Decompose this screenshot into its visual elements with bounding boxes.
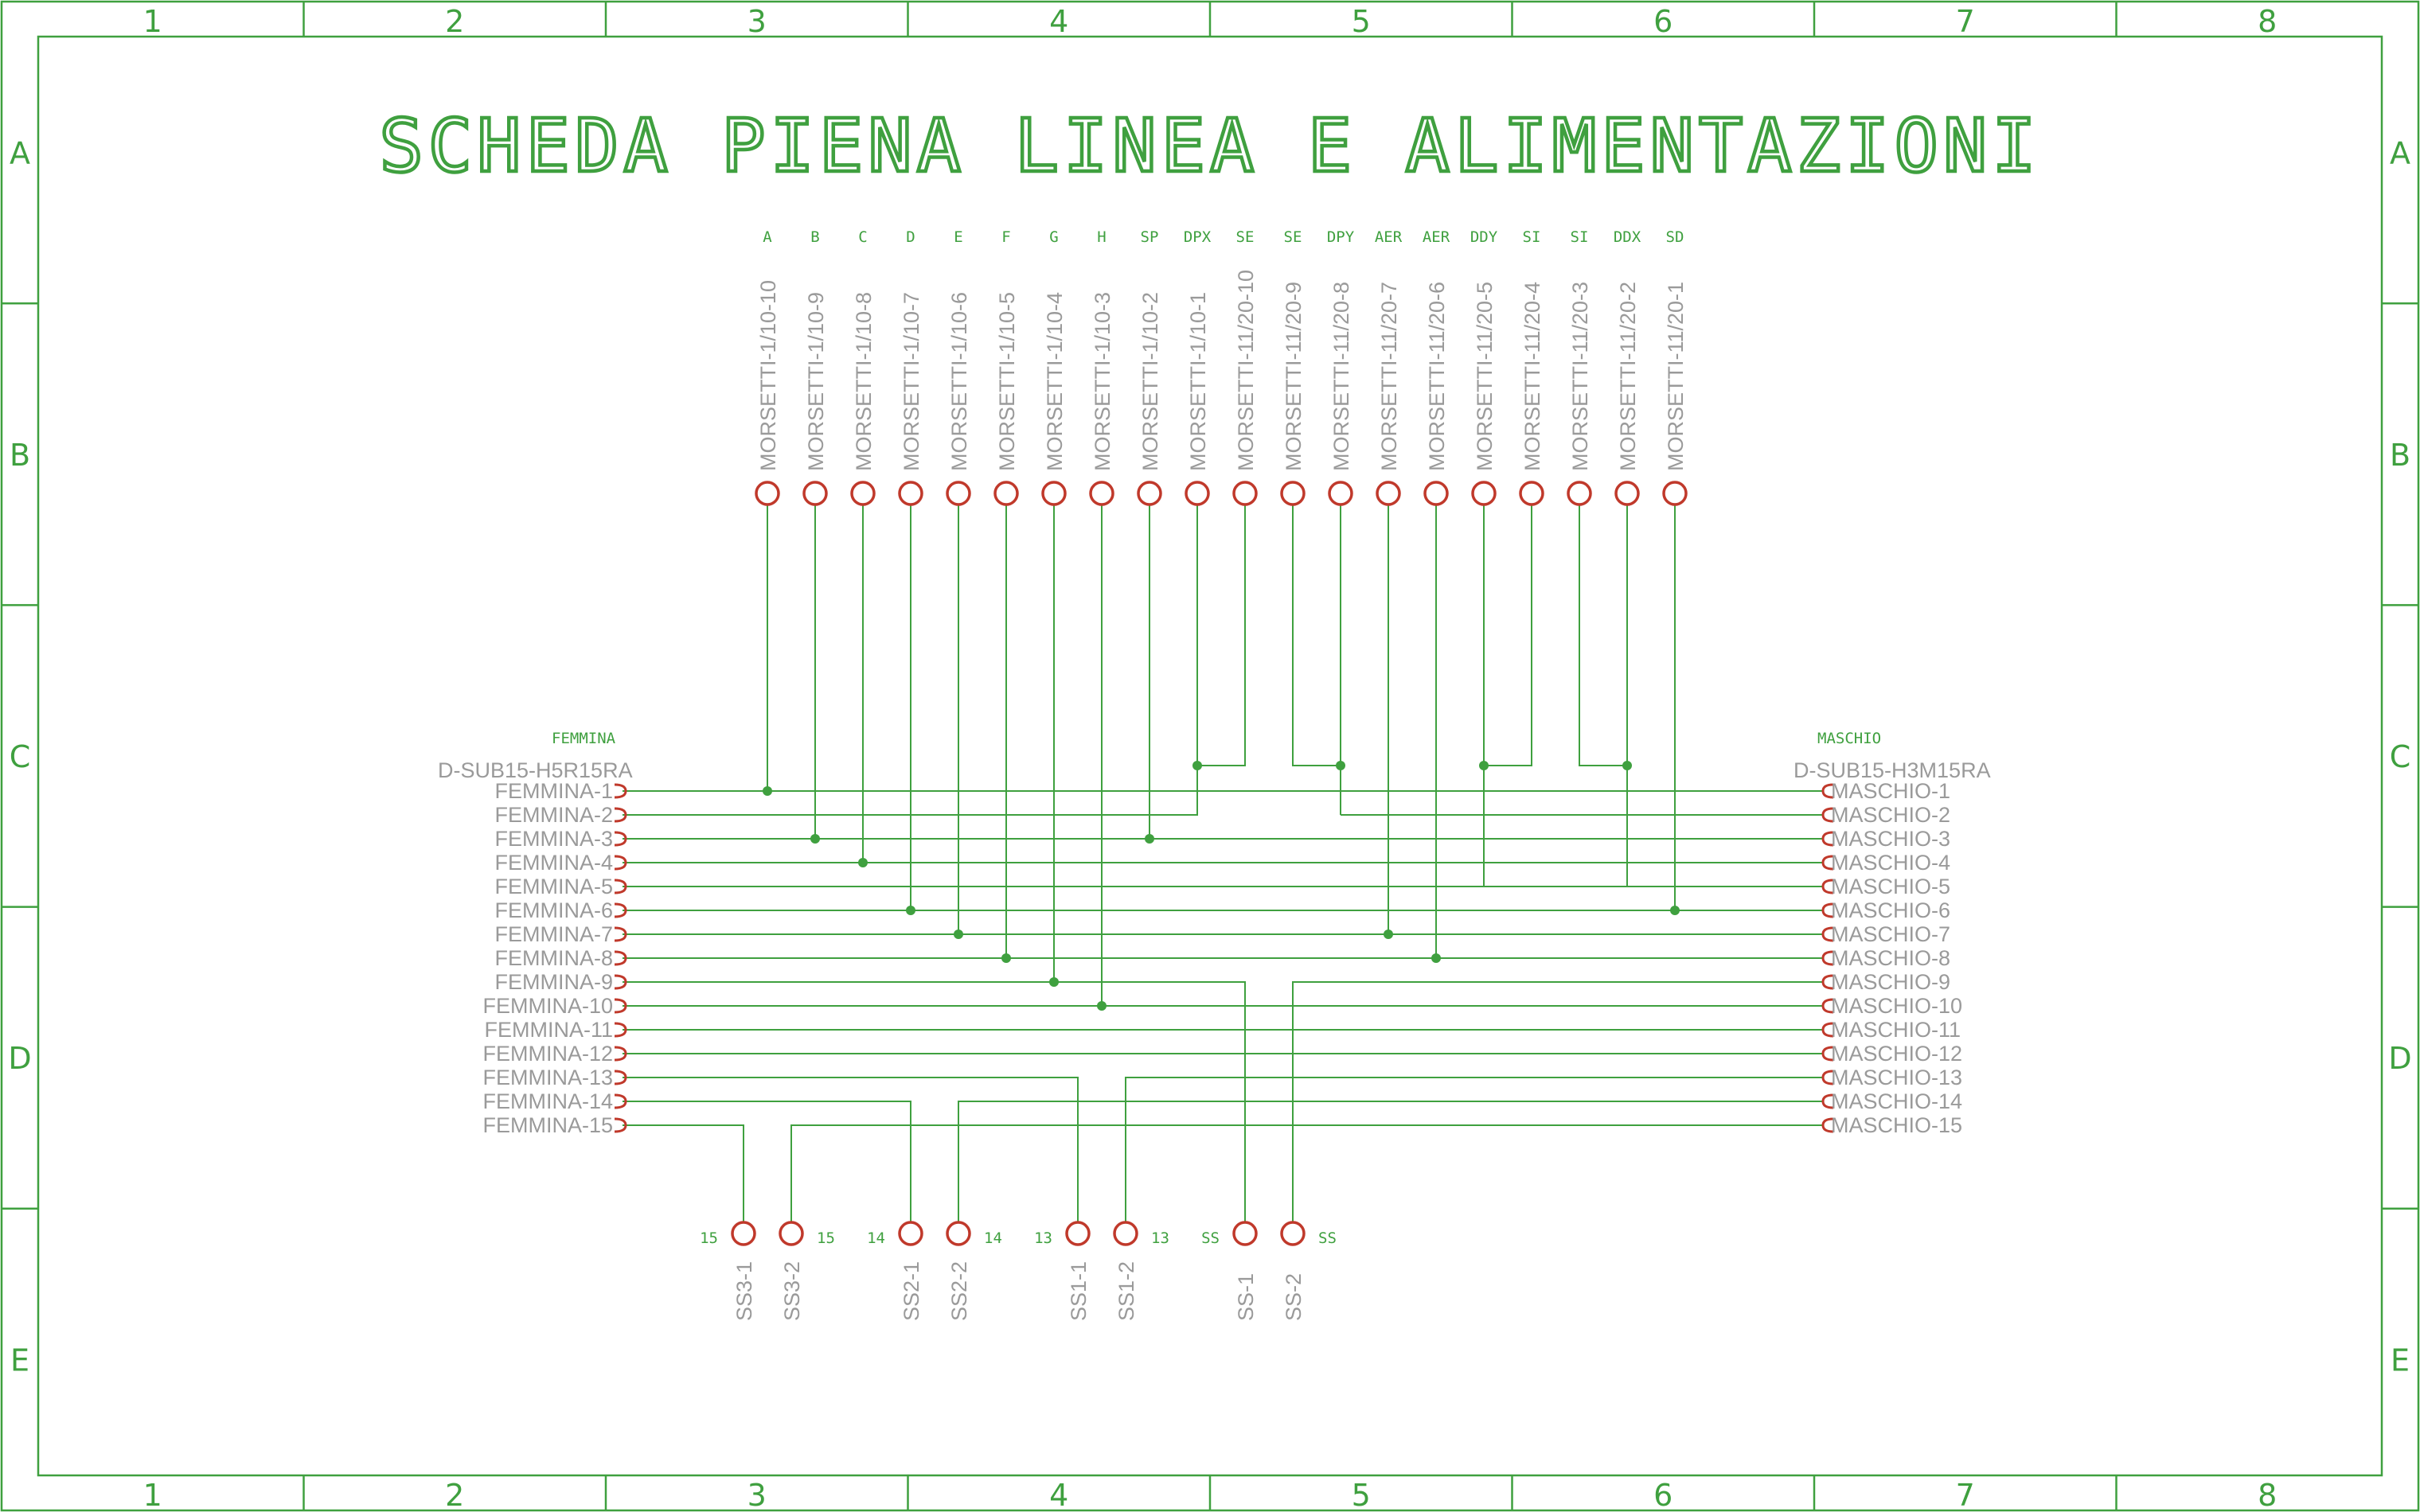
supply-pad[interactable]	[867, 1222, 923, 1321]
terminal-signal-label: E	[954, 228, 963, 246]
terminal-name-label: MORSETTI-11/20-4	[1520, 281, 1544, 471]
column-label-bottom: 2	[445, 1478, 465, 1512]
terminal-name-label: MORSETTI-11/20-10	[1234, 269, 1258, 471]
column-label-bottom: 6	[1653, 1478, 1673, 1512]
terminal-name-label: MORSETTI-1/10-4	[1043, 291, 1067, 471]
junction-dot	[810, 834, 820, 844]
terminal[interactable]	[1423, 228, 1450, 505]
terminal[interactable]	[852, 228, 876, 505]
row-label-right: B	[2389, 437, 2411, 473]
row-label-right: A	[2390, 135, 2410, 171]
right-connector-part: D-SUB15-H3M15RA	[1794, 758, 1991, 782]
terminal-name-label: MORSETTI-1/10-6	[947, 291, 971, 471]
junction-dot	[1097, 1001, 1107, 1011]
junction-dot	[1145, 834, 1154, 844]
terminal-name-label: MORSETTI-1/10-2	[1138, 291, 1162, 471]
terminal-name-label: MORSETTI-11/20-5	[1473, 281, 1497, 471]
row-label-right: C	[2389, 739, 2411, 774]
supply-name-label: SS1-2	[1114, 1261, 1138, 1321]
terminal-name-label: MORSETTI-11/20-7	[1377, 281, 1401, 471]
wire	[1126, 1077, 1823, 1222]
row-label-right: E	[2390, 1342, 2410, 1378]
terminal-pad[interactable]	[756, 482, 779, 505]
supply-pad-circle[interactable]	[1282, 1222, 1304, 1245]
terminal-name-label: MORSETTI-11/20-2	[1616, 281, 1640, 471]
terminal-name-label: MORSETTI-11/20-1	[1664, 281, 1688, 471]
terminal[interactable]	[1664, 228, 1688, 505]
terminal[interactable]	[1470, 228, 1498, 505]
terminal-pad[interactable]	[1186, 482, 1208, 505]
junction-dot	[1431, 953, 1441, 963]
terminal-signal-label: C	[858, 228, 868, 246]
junction-dot	[1479, 761, 1489, 770]
row-label-left: C	[9, 739, 31, 774]
left-pin-label: FEMMINA-12	[482, 1042, 613, 1066]
terminal-pad[interactable]	[1091, 482, 1113, 505]
right-pin-label: MASCHIO-15	[1831, 1113, 1963, 1137]
supply-pad[interactable]	[780, 1222, 835, 1321]
terminal-signal-label: SE	[1283, 228, 1302, 246]
left-connector-tag: FEMMINA	[552, 730, 616, 747]
supply-name-label: SS-1	[1234, 1272, 1258, 1321]
junction-dot	[1384, 929, 1393, 939]
terminal-name-label: MORSETTI-11/20-8	[1329, 281, 1353, 471]
inner-border	[38, 37, 2382, 1475]
column-label-top: 2	[445, 4, 465, 39]
terminal[interactable]	[1184, 228, 1212, 505]
supply-signal-label: 15	[700, 1229, 718, 1247]
supply-signal-label: 14	[867, 1229, 885, 1247]
terminal-pad[interactable]	[947, 482, 970, 505]
right-pin-label: MASCHIO-5	[1831, 875, 1951, 898]
terminal[interactable]	[947, 228, 971, 505]
terminal[interactable]	[995, 228, 1019, 505]
terminal-name-label: MORSETTI-11/20-9	[1282, 281, 1306, 471]
terminal-pad[interactable]	[1473, 482, 1495, 505]
terminal-pad[interactable]	[1568, 482, 1591, 505]
supply-pad-circle[interactable]	[900, 1222, 922, 1245]
terminal[interactable]	[1568, 228, 1592, 505]
terminal-signal-label: A	[763, 228, 772, 246]
supply-pad[interactable]	[1114, 1222, 1169, 1321]
terminal-signal-label: DPY	[1326, 228, 1355, 246]
junction-dot	[1670, 906, 1680, 915]
terminal-pad[interactable]	[1377, 482, 1399, 505]
right-pin-label: MASCHIO-4	[1831, 851, 1951, 875]
column-label-bottom: 8	[2258, 1478, 2278, 1512]
junction-dot	[1049, 977, 1059, 987]
column-label-top: 1	[142, 4, 162, 39]
row-label-left: E	[10, 1342, 30, 1378]
right-pin-label: MASCHIO-2	[1831, 803, 1951, 827]
column-label-top: 7	[1955, 4, 1975, 39]
terminal[interactable]	[1234, 228, 1258, 505]
wire	[623, 1101, 911, 1222]
supply-signal-label: 13	[1151, 1229, 1169, 1247]
right-pin-label: MASCHIO-10	[1831, 994, 1963, 1018]
column-label-top: 6	[1653, 4, 1673, 39]
left-pin-label: FEMMINA-9	[494, 970, 613, 994]
right-pin-label: MASCHIO-9	[1831, 970, 1951, 994]
left-pin-label: FEMMINA-7	[494, 922, 613, 946]
terminal-signal-label: DDX	[1613, 228, 1641, 246]
right-pin-label: MASCHIO-1	[1831, 779, 1951, 803]
terminal-pad[interactable]	[1664, 482, 1686, 505]
row-label-right: D	[2388, 1041, 2412, 1077]
terminal-signal-label: SE	[1235, 228, 1255, 246]
terminal-signal-label: SD	[1665, 228, 1684, 246]
terminal-signal-label: SI	[1522, 228, 1541, 246]
terminal[interactable]	[1375, 228, 1403, 505]
right-pin-label: MASCHIO-3	[1831, 827, 1951, 851]
wire	[1197, 505, 1245, 766]
junction-dot	[858, 858, 868, 867]
terminal-pad[interactable]	[852, 482, 874, 505]
supply-pad[interactable]	[947, 1222, 1002, 1321]
terminal-signal-label: AER	[1422, 228, 1450, 246]
terminal-signal-label: SI	[1570, 228, 1589, 246]
column-label-bottom: 1	[142, 1478, 162, 1512]
supply-pad-circle[interactable]	[1114, 1222, 1137, 1245]
supply-signal-label: SS	[1201, 1229, 1220, 1247]
terminal-signal-label: B	[810, 228, 820, 246]
left-pin-label: FEMMINA-6	[494, 898, 613, 922]
terminal-signal-label: SP	[1140, 228, 1159, 246]
terminal-signal-label: H	[1097, 228, 1107, 246]
wire	[1293, 505, 1341, 766]
wire	[958, 1101, 1823, 1222]
terminal-signal-label: F	[1001, 228, 1011, 246]
wire	[1579, 505, 1627, 766]
terminal[interactable]	[1614, 228, 1641, 505]
terminal-pad[interactable]	[1425, 482, 1447, 505]
left-connector-pins	[482, 779, 626, 1137]
terminal-pad[interactable]	[1282, 482, 1304, 505]
left-pin-label: FEMMINA-1	[494, 779, 613, 803]
supply-signal-label: 15	[817, 1229, 835, 1247]
right-pin-label: MASCHIO-14	[1831, 1089, 1963, 1113]
terminal-name-label: MORSETTI-1/10-3	[1091, 291, 1114, 471]
left-pin-label: FEMMINA-5	[494, 875, 613, 898]
supply-name-label: SS3-2	[780, 1261, 804, 1321]
supply-pad-circle[interactable]	[732, 1222, 755, 1245]
terminal[interactable]	[1520, 228, 1544, 505]
left-pin-label: FEMMINA-3	[494, 827, 613, 851]
supply-pad-circle[interactable]	[947, 1222, 970, 1245]
terminal[interactable]	[1043, 228, 1067, 505]
terminal-name-label: MORSETTI-1/10-9	[804, 291, 828, 471]
junction-dot	[763, 786, 772, 796]
left-pin-label: FEMMINA-4	[494, 851, 613, 875]
right-connector-tag: MASCHIO	[1817, 730, 1882, 747]
terminal[interactable]	[900, 228, 923, 505]
supply-pad-circle[interactable]	[1067, 1222, 1089, 1245]
terminal[interactable]	[1091, 228, 1114, 505]
supply-pad[interactable]	[1282, 1222, 1337, 1321]
supply-pad[interactable]	[1201, 1222, 1258, 1321]
wire	[623, 1077, 1078, 1222]
supply-signal-label: 14	[984, 1229, 1002, 1247]
supply-name-label: SS2-2	[947, 1261, 971, 1321]
terminal-name-label: MORSETTI-1/10-7	[900, 291, 923, 471]
junction-dot	[906, 906, 915, 915]
junction-dot	[1336, 761, 1345, 770]
supply-name-label: SS-2	[1282, 1272, 1306, 1321]
supply-pads	[700, 1222, 1337, 1321]
terminal-block	[756, 228, 1688, 505]
right-connector-pins	[1823, 779, 1962, 1137]
terminal-name-label: MORSETTI-1/10-8	[852, 291, 876, 471]
terminal-pad[interactable]	[1234, 482, 1256, 505]
terminal-pad[interactable]	[1043, 482, 1065, 505]
terminal-name-label: MORSETTI-11/20-3	[1568, 281, 1592, 471]
row-label-left: D	[8, 1041, 32, 1077]
supply-name-label: SS2-1	[900, 1261, 923, 1321]
terminal-name-label: MORSETTI-1/10-5	[995, 291, 1019, 471]
column-label-top: 3	[747, 4, 767, 39]
terminal-signal-label: AER	[1374, 228, 1403, 246]
terminal[interactable]	[1138, 228, 1162, 505]
terminal-pad[interactable]	[995, 482, 1017, 505]
right-pin-label: MASCHIO-8	[1831, 946, 1951, 970]
junction-dot	[954, 929, 963, 939]
wire	[1484, 505, 1532, 766]
column-label-bottom: 5	[1351, 1478, 1371, 1512]
left-pin-label: FEMMINA-13	[482, 1066, 613, 1089]
junction-dot	[1192, 761, 1202, 770]
right-pin-label: MASCHIO-7	[1831, 922, 1951, 946]
terminal-signal-label: DPX	[1183, 228, 1212, 246]
left-pin-label: FEMMINA-14	[482, 1089, 613, 1113]
terminal-signal-label: DDY	[1470, 228, 1498, 246]
supply-signal-label: 13	[1034, 1229, 1052, 1247]
row-label-left: B	[9, 437, 31, 473]
junction-dot	[1001, 953, 1011, 963]
terminal-pad[interactable]	[1616, 482, 1638, 505]
sheet-title: SCHEDA PIENA LINEA E ALIMENTAZIONI	[379, 103, 2041, 189]
junction-dot	[1622, 761, 1632, 770]
column-label-top: 8	[2258, 4, 2278, 39]
terminal[interactable]	[1282, 228, 1306, 505]
right-pin-label: MASCHIO-6	[1831, 898, 1951, 922]
terminal[interactable]	[804, 228, 828, 505]
right-pin-label: MASCHIO-11	[1831, 1018, 1961, 1042]
terminal[interactable]	[756, 228, 780, 505]
left-pin-label: FEMMINA-2	[494, 803, 613, 827]
left-pin-label: FEMMINA-11	[484, 1018, 613, 1042]
supply-name-label: SS3-1	[732, 1261, 756, 1321]
supply-pad[interactable]	[1034, 1222, 1091, 1321]
terminal-signal-label: D	[906, 228, 915, 246]
left-connector-part: D-SUB15-H5R15RA	[438, 758, 633, 782]
supply-pad-circle[interactable]	[1234, 1222, 1256, 1245]
column-label-bottom: 7	[1955, 1478, 1975, 1512]
terminal-pad[interactable]	[900, 482, 922, 505]
supply-pad-circle[interactable]	[780, 1222, 802, 1245]
wires	[623, 505, 1823, 1222]
column-label-bottom: 3	[747, 1478, 767, 1512]
row-label-left: A	[10, 135, 30, 171]
left-pin-label: FEMMINA-15	[482, 1113, 613, 1137]
column-label-top: 5	[1351, 4, 1371, 39]
terminal-name-label: MORSETTI-1/10-10	[756, 279, 780, 471]
terminal-pad[interactable]	[804, 482, 826, 505]
terminal-name-label: MORSETTI-1/10-1	[1186, 291, 1210, 471]
right-pin-label: MASCHIO-12	[1831, 1042, 1963, 1066]
terminal-pad[interactable]	[1520, 482, 1543, 505]
terminal-pad[interactable]	[1329, 482, 1352, 505]
terminal-name-label: MORSETTI-11/20-6	[1425, 281, 1449, 471]
wire	[623, 1125, 744, 1222]
supply-name-label: SS1-1	[1067, 1261, 1091, 1321]
wire	[791, 1125, 1823, 1222]
terminal-pad[interactable]	[1138, 482, 1161, 505]
left-pin-label: FEMMINA-8	[494, 946, 613, 970]
right-pin-label: MASCHIO-13	[1831, 1066, 1963, 1089]
left-pin-label: FEMMINA-10	[482, 994, 613, 1018]
column-label-top: 4	[1049, 4, 1069, 39]
terminal[interactable]	[1327, 228, 1355, 505]
column-label-bottom: 4	[1049, 1478, 1069, 1512]
supply-pad[interactable]	[700, 1222, 756, 1321]
terminal-signal-label: G	[1049, 228, 1059, 246]
supply-signal-label: SS	[1318, 1229, 1337, 1247]
